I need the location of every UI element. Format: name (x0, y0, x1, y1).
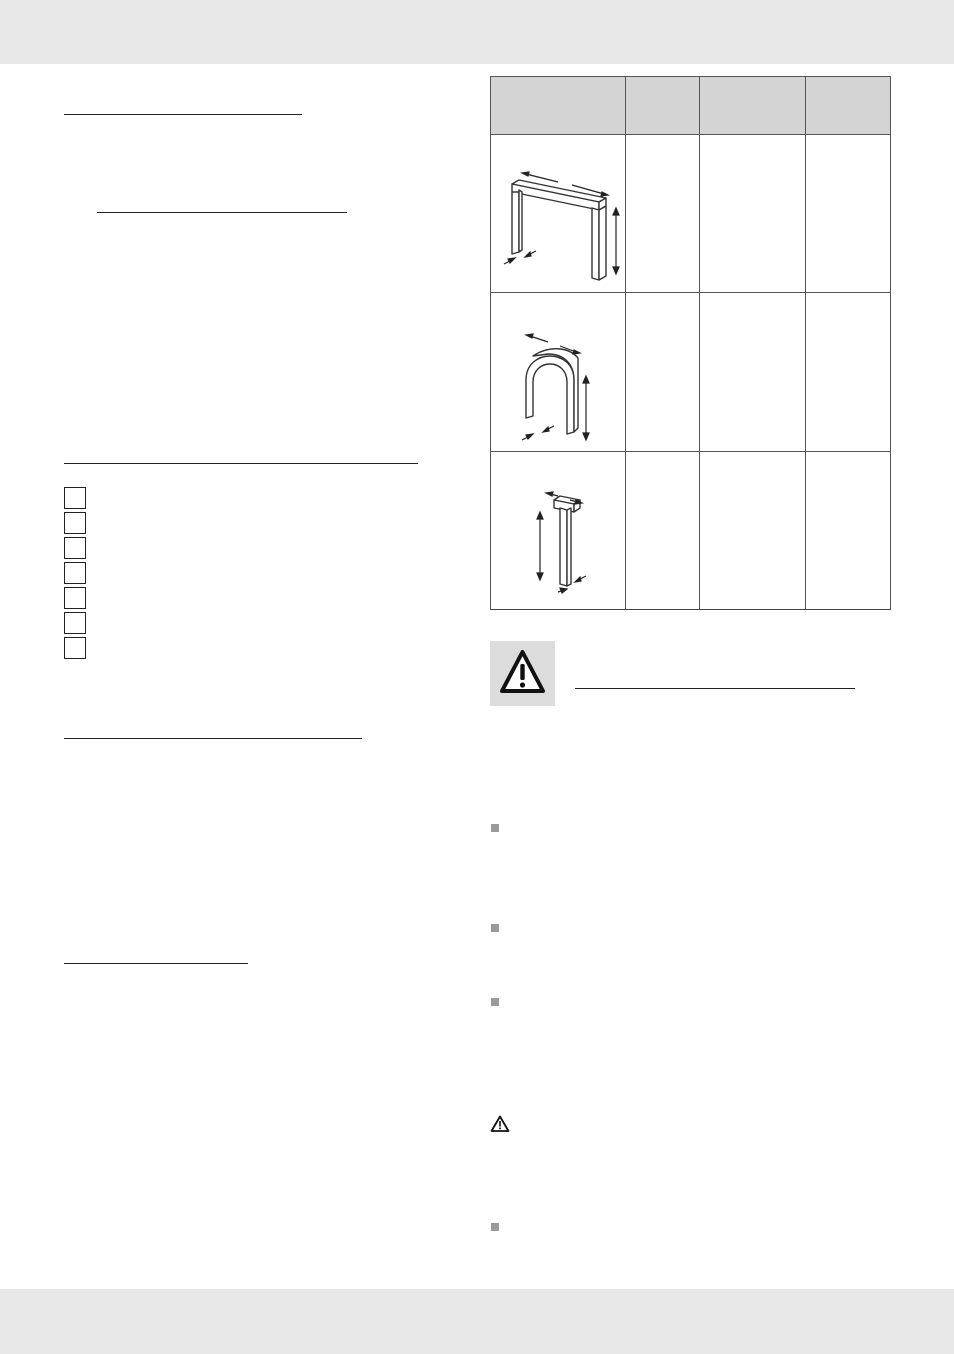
component-number-box (64, 637, 86, 659)
bullet-marker (491, 1223, 499, 1231)
staple-type-table (490, 76, 891, 610)
component-number-box (64, 512, 86, 534)
heading-underline-technical (64, 963, 248, 964)
component-number-box (64, 612, 86, 634)
subheading-underline (97, 212, 347, 213)
component-number-box (64, 562, 86, 584)
component-number-box (64, 487, 86, 509)
safety-heading-underline (575, 688, 855, 689)
flat-staple-icon (500, 166, 620, 286)
bullet-marker (491, 998, 499, 1006)
footer-band (0, 1289, 954, 1354)
warning-triangle-icon (490, 1115, 510, 1133)
component-number-box (64, 587, 86, 609)
warning-box (490, 641, 555, 706)
brad-nail-icon (530, 490, 610, 600)
component-number-box (64, 537, 86, 559)
heading-underline-1 (64, 114, 302, 115)
heading-underline-delivery (64, 738, 362, 739)
header-band (0, 0, 954, 64)
bullet-marker (491, 924, 499, 932)
warning-triangle-icon (490, 641, 555, 706)
heading-underline-parts (64, 463, 418, 464)
round-staple-icon (518, 328, 608, 446)
bullet-marker (491, 824, 499, 832)
